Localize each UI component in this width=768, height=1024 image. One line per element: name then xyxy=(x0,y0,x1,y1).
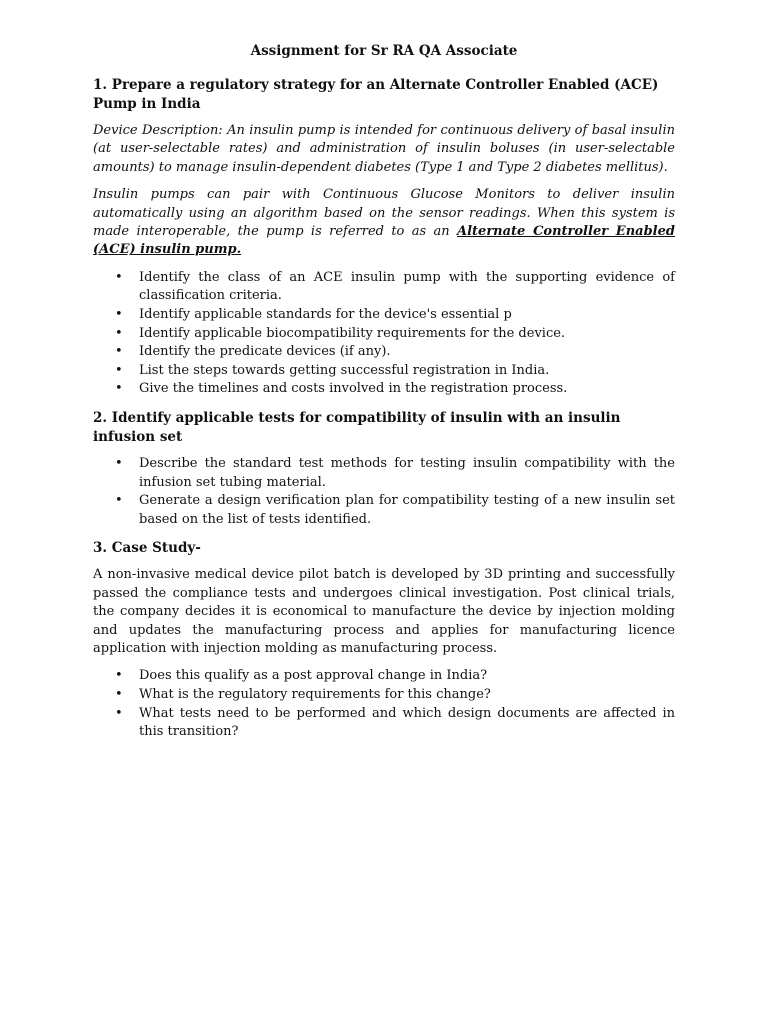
bullet-text: What tests need to be performed and which design documents are affected in this transition? xyxy=(139,705,675,740)
bullet-icon: • xyxy=(115,344,123,360)
section-1-bullet-item xyxy=(93,343,675,362)
bullet-icon: • xyxy=(115,687,123,702)
section-1-heading: 1. Prepare a regulatory strategy for an Alternate Controller Enabled (ACE) Pump in India xyxy=(93,77,659,112)
section-2-bullet-item xyxy=(93,455,675,492)
bullet-text: Identify the predicate devices (if any). xyxy=(139,344,391,360)
case-study-body: A non-invasive medical device pilot batch is developed by 3D printing and successfully passed the compliance tests and undergoes clinical investigation. Post clinical trials, the company decides it is economical to manufacture the device by injection molding and updates the manufacturing process and applies for manufacturing licence application with injection molding as manufacturing process. xyxy=(93,567,675,656)
device-description: Device Description: An insulin pump is intended for continuous delivery of basal insulin (at user-selectable rates) and administration of insulin boluses (in user-selectable amounts) to manage insulin-dependent diabetes (Type 1 and Type 2 diabetes mellitus). xyxy=(93,123,675,175)
bullet-text: Identify applicable standards for the device's essential p xyxy=(139,307,512,323)
section-3-heading: 3. Case Study- xyxy=(93,540,201,557)
section-1-bullet-item xyxy=(93,269,675,306)
bullet-icon: • xyxy=(115,705,123,721)
bullet-icon: • xyxy=(115,668,123,684)
section-1-bullet-item xyxy=(93,306,675,325)
section-2-bullet-list xyxy=(93,455,675,529)
bullet-text: Describe the standard test methods for testing insulin compatibility with the infusion set tubing material. xyxy=(139,456,675,490)
pairing-paragraph xyxy=(93,186,675,260)
bullet-icon: • xyxy=(115,325,123,341)
section-2-heading: 2. Identify applicable tests for compatibility of insulin with an insulin infusion set xyxy=(93,410,621,445)
document-title: Assignment for Sr RA QA Associate xyxy=(250,43,518,59)
bullet-text: Identify the class of an ACE insulin pump with the supporting evidence of classification criteria. xyxy=(139,269,675,304)
section-3-bullet-list xyxy=(93,667,675,741)
section-2-bullet-item xyxy=(93,492,675,529)
bullet-text: Identify applicable biocompatibility requirements for the device. xyxy=(139,325,566,341)
section-3-bullet-item xyxy=(93,667,675,686)
document-page xyxy=(93,40,675,752)
section-1-bullet-item xyxy=(93,362,675,381)
section-3-bullet-item xyxy=(93,686,675,705)
bullet-icon: • xyxy=(115,269,123,285)
section-1-bullet-item xyxy=(93,380,675,399)
bullet-icon: • xyxy=(115,307,123,323)
ace-pump-emphasis: Alternate Controller Enabled (ACE) insulin pump. xyxy=(93,224,675,258)
section-1-bullet-item xyxy=(93,325,675,344)
bullet-text: Does this qualify as a post approval change in India? xyxy=(139,668,488,684)
bullet-icon: • xyxy=(115,493,123,509)
bullet-text: Give the timelines and costs involved in the registration process. xyxy=(139,381,568,397)
bullet-text: List the steps towards getting successful registration in India. xyxy=(139,362,550,378)
bullet-icon: • xyxy=(115,456,123,471)
bullet-text: What is the regulatory requirements for this change? xyxy=(139,687,491,702)
bullet-text: Generate a design verification plan for compatibility testing of a new insulin set based on the list of tests identified. xyxy=(139,493,675,527)
bullet-icon: • xyxy=(115,362,123,378)
pairing-text: Insulin pumps can pair with Continuous Glucose Monitors to deliver insulin automatically using an algorithm based on the sensor readings. When this system is made interoperable, the pump is referred to as an xyxy=(93,187,675,240)
section-3-bullet-item xyxy=(93,705,675,742)
section-1-bullet-list xyxy=(93,269,675,399)
bullet-icon: • xyxy=(115,381,123,397)
